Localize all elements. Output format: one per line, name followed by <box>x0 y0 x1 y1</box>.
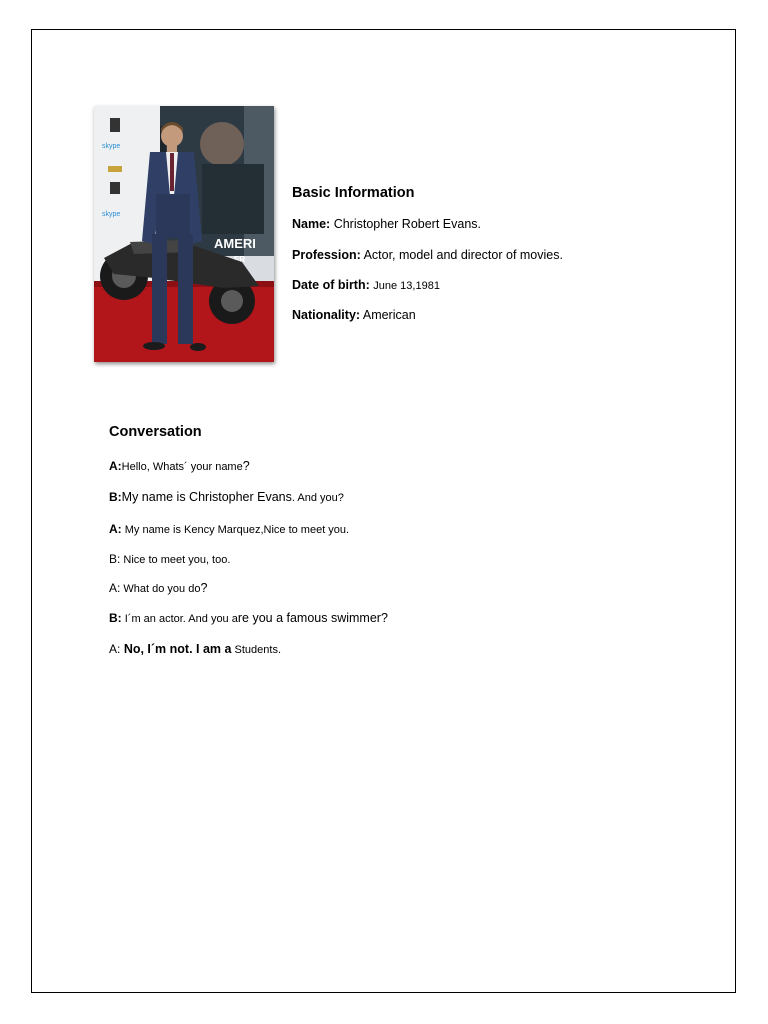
conversation-line-6 <box>109 611 388 625</box>
conversation-line-2 <box>109 490 344 504</box>
profession-value: Actor, model and director of movies. <box>363 248 563 262</box>
conversation-line-1 <box>109 459 250 473</box>
dialogue-text: What do you do <box>120 583 201 595</box>
speaker-label: A: <box>109 459 122 473</box>
speaker-label: B: <box>109 490 122 504</box>
speaker-label: A: <box>109 522 122 536</box>
dob-value: June 13,1981 <box>373 280 440 292</box>
nationality-label: Nationality: <box>292 308 361 322</box>
dialogue-text: My name is Kency Marquez,Nice to meet you. <box>121 524 350 536</box>
dob-label: Date of birth: <box>292 278 370 292</box>
speaker-label: A: <box>109 581 121 595</box>
conversation-title: Conversation <box>109 424 202 440</box>
dialogue-text: re you a famous swimmer? <box>237 611 388 625</box>
dialogue-text: ? <box>242 459 250 473</box>
profession-line <box>292 248 563 262</box>
name-line <box>292 217 481 231</box>
sponsor-logo: skype <box>102 211 121 218</box>
name-label: Name: <box>292 217 331 231</box>
conversation-line-7 <box>109 642 281 656</box>
dialogue-text: No, I´m not. I am a <box>120 642 232 656</box>
dob-line <box>292 278 440 292</box>
dialogue-text: . And you? <box>291 492 344 504</box>
profile-photo <box>94 106 274 362</box>
nationality-line <box>292 308 416 322</box>
sponsor-logo: skype <box>102 143 121 150</box>
dialogue-text: Nice to meet you, too. <box>120 554 231 566</box>
nationality-value: American <box>362 308 416 322</box>
dialogue-text: I´m an actor. And you a <box>121 613 238 625</box>
conversation-line-3 <box>109 522 349 536</box>
poster-text-sub: ER <box>234 255 246 264</box>
name-value: Christopher Robert Evans. <box>333 217 481 231</box>
dialogue-text: Students. <box>231 644 282 656</box>
profession-label: Profession: <box>292 248 361 262</box>
conversation-line-5 <box>109 581 207 595</box>
dialogue-text: ? <box>200 581 208 595</box>
speaker-label: B: <box>109 611 122 625</box>
dialogue-text: My name is Christopher Evans <box>121 490 292 504</box>
basic-info-title: Basic Information <box>292 185 415 201</box>
speaker-label: B: <box>109 552 121 566</box>
poster-text: AMERI <box>214 236 256 251</box>
dialogue-text: Hello, Whats´ your name <box>121 461 243 473</box>
speaker-label: A: <box>109 642 121 656</box>
conversation-line-4 <box>109 552 230 566</box>
